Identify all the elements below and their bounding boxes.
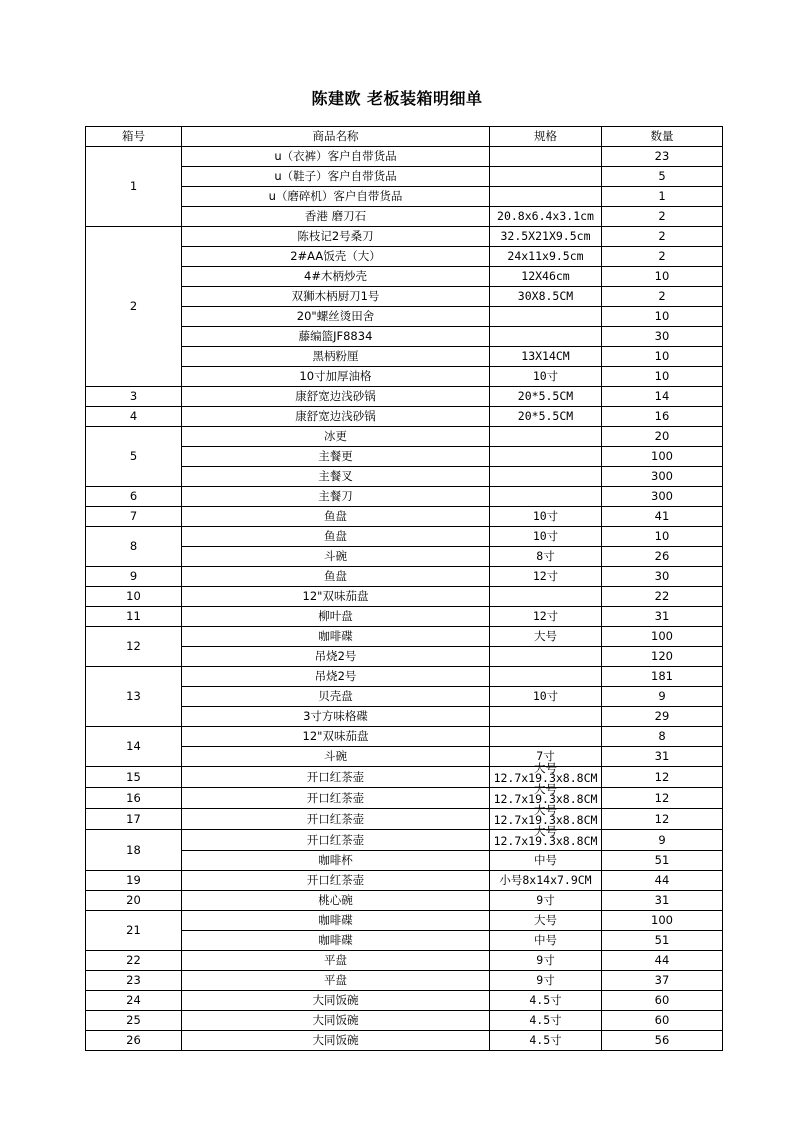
table-row [86, 367, 723, 387]
table-row [86, 647, 723, 667]
table-row [86, 667, 723, 687]
product-name-cell: 鱼盘 [182, 527, 490, 547]
product-name-cell: 陈枝记2号桑刀 [182, 227, 490, 247]
quantity-cell: 12 [602, 809, 723, 830]
product-name-cell: 大同饭碗 [182, 991, 490, 1011]
quantity-cell: 10 [602, 347, 723, 367]
table-row [86, 327, 723, 347]
box-number-cell: 26 [86, 1031, 182, 1051]
product-name-cell: 4#木柄炒壳 [182, 267, 490, 287]
table-row [86, 971, 723, 991]
product-name-cell: 咖啡碟 [182, 627, 490, 647]
spec-cell: 小号8x14x7.9CM [490, 871, 602, 891]
product-name-cell: 咖啡碟 [182, 931, 490, 951]
packing-list-table [85, 126, 723, 1051]
spec-dimensions: 12.7x19.3x8.8CM [493, 813, 598, 827]
spec-cell: 12X46cm [490, 267, 602, 287]
spec-cell: 13X14CM [490, 347, 602, 367]
box-number-cell: 4 [86, 407, 182, 427]
product-name-cell: 主餐更 [182, 447, 490, 467]
box-number-cell: 1 [86, 147, 182, 227]
table-row [86, 287, 723, 307]
box-number-cell: 13 [86, 667, 182, 727]
spec-cell: 中号 [490, 851, 602, 871]
box-number-cell: 12 [86, 627, 182, 667]
product-name-cell: 香港 磨刀石 [182, 207, 490, 227]
spec-size-label: 大号 [534, 761, 557, 775]
table-row [86, 187, 723, 207]
spec-cell: 10寸 [490, 367, 602, 387]
product-name-cell: 开口红茶壶 [182, 788, 490, 809]
table-row [86, 851, 723, 871]
quantity-cell: 2 [602, 207, 723, 227]
spec-cell: 24x11x9.5cm [490, 247, 602, 267]
table-row [86, 830, 723, 851]
product-name-cell: 康舒宽边浅砂锅 [182, 387, 490, 407]
quantity-cell: 23 [602, 147, 723, 167]
quantity-cell: 10 [602, 267, 723, 287]
spec-dimensions: 12.7x19.3x8.8CM [493, 792, 598, 806]
quantity-cell: 14 [602, 387, 723, 407]
spec-cell: 32.5X21X9.5cm [490, 227, 602, 247]
spec-cell [490, 707, 602, 727]
spec-cell: 4.5寸 [490, 991, 602, 1011]
table-body [86, 147, 723, 1051]
quantity-cell: 29 [602, 707, 723, 727]
document-title: 陈建欧 老板装箱明细单 [311, 89, 483, 108]
product-name-cell: 10寸加厚油格 [182, 367, 490, 387]
spec-dimensions: 12.7x19.3x8.8CM [493, 771, 598, 785]
table-row [86, 387, 723, 407]
product-name-cell: 桃心碗 [182, 891, 490, 911]
box-number-cell: 6 [86, 487, 182, 507]
spec-cell [490, 327, 602, 347]
product-name-cell: 冰更 [182, 427, 490, 447]
product-name-cell: 吊烧2号 [182, 667, 490, 687]
box-number-cell: 16 [86, 788, 182, 809]
box-number-cell: 23 [86, 971, 182, 991]
product-name-cell: 2#AA饭壳（大） [182, 247, 490, 267]
table-row [86, 911, 723, 931]
table-row [86, 788, 723, 809]
quantity-cell: 9 [602, 687, 723, 707]
spec-cell [490, 307, 602, 327]
quantity-cell: 100 [602, 911, 723, 931]
box-number-cell: 17 [86, 809, 182, 830]
table-row [86, 567, 723, 587]
spec-cell: 9寸 [490, 971, 602, 991]
table-row [86, 267, 723, 287]
box-number-cell: 18 [86, 830, 182, 871]
product-name-cell: 12"双味茄盘 [182, 727, 490, 747]
spec-cell [490, 487, 602, 507]
spec-cell [490, 647, 602, 667]
spec-cell [490, 187, 602, 207]
box-number-cell: 15 [86, 767, 182, 788]
table-row [86, 1031, 723, 1051]
table-row [86, 487, 723, 507]
product-name-cell: 吊烧2号 [182, 647, 490, 667]
quantity-cell: 31 [602, 607, 723, 627]
box-number-cell: 25 [86, 1011, 182, 1031]
box-number-cell: 22 [86, 951, 182, 971]
table-row [86, 207, 723, 227]
table-row [86, 547, 723, 567]
table-row [86, 607, 723, 627]
box-number-cell: 8 [86, 527, 182, 567]
table-row [86, 347, 723, 367]
spec-cell: 12寸 [490, 607, 602, 627]
product-name-header: 商品名称 [182, 127, 490, 147]
spec-cell: 10寸 [490, 527, 602, 547]
quantity-cell: 2 [602, 247, 723, 267]
spec-cell: 12寸 [490, 567, 602, 587]
quantity-cell: 31 [602, 891, 723, 911]
quantity-cell: 300 [602, 467, 723, 487]
box-number-cell: 7 [86, 507, 182, 527]
spec-cell: 7寸 [490, 747, 602, 767]
quantity-cell: 51 [602, 851, 723, 871]
product-name-cell: 斗碗 [182, 747, 490, 767]
box-number-cell: 20 [86, 891, 182, 911]
spec-cell [490, 667, 602, 687]
box-number-cell: 11 [86, 607, 182, 627]
product-name-cell: 开口红茶壶 [182, 767, 490, 788]
quantity-cell: 16 [602, 407, 723, 427]
product-name-cell: 12"双味茄盘 [182, 587, 490, 607]
quantity-cell: 300 [602, 487, 723, 507]
table-row [86, 809, 723, 830]
product-name-cell: 开口红茶壶 [182, 809, 490, 830]
quantity-cell: 10 [602, 367, 723, 387]
table-row [86, 627, 723, 647]
table-row [86, 991, 723, 1011]
quantity-cell: 12 [602, 767, 723, 788]
table-row [86, 407, 723, 427]
spec-cell [490, 147, 602, 167]
quantity-cell: 31 [602, 747, 723, 767]
product-name-cell: u（磨碎机）客户自带货品 [182, 187, 490, 207]
table-row [86, 507, 723, 527]
table-row [86, 931, 723, 951]
spec-cell [490, 727, 602, 747]
product-name-cell: 鱼盘 [182, 567, 490, 587]
quantity-cell: 37 [602, 971, 723, 991]
box-number-cell: 21 [86, 911, 182, 951]
table-row [86, 871, 723, 891]
quantity-cell: 26 [602, 547, 723, 567]
box-number-cell: 14 [86, 727, 182, 767]
table-row [86, 891, 723, 911]
box-number-cell: 3 [86, 387, 182, 407]
table-row [86, 727, 723, 747]
product-name-cell: 大同饭碗 [182, 1011, 490, 1031]
quantity-cell: 120 [602, 647, 723, 667]
quantity-cell: 30 [602, 567, 723, 587]
table-row [86, 587, 723, 607]
spec-cell: 20*5.5CM [490, 387, 602, 407]
product-name-cell: u（衣裤）客户自带货品 [182, 147, 490, 167]
spec-size-label: 大号 [534, 803, 557, 817]
table-row [86, 447, 723, 467]
product-name-cell: 平盘 [182, 951, 490, 971]
quantity-cell: 12 [602, 788, 723, 809]
box-number-cell: 9 [86, 567, 182, 587]
box-number-cell: 10 [86, 587, 182, 607]
product-name-cell: 鱼盘 [182, 507, 490, 527]
quantity-cell: 51 [602, 931, 723, 951]
product-name-cell: 双狮木柄厨刀1号 [182, 287, 490, 307]
quantity-cell: 60 [602, 991, 723, 1011]
spec-cell: 大号 [490, 911, 602, 931]
quantity-cell: 1 [602, 187, 723, 207]
spec-cell: 大号 [490, 627, 602, 647]
table-row [86, 427, 723, 447]
spec-cell: 20.8x6.4x3.1cm [490, 207, 602, 227]
table-row [86, 227, 723, 247]
product-name-cell: 贝壳盘 [182, 687, 490, 707]
product-name-cell: 斗碗 [182, 547, 490, 567]
table-row [86, 167, 723, 187]
table-row [86, 767, 723, 788]
quantity-cell: 100 [602, 447, 723, 467]
quantity-cell: 56 [602, 1031, 723, 1051]
product-name-cell: 平盘 [182, 971, 490, 991]
table-row [86, 307, 723, 327]
spec-cell [490, 447, 602, 467]
quantity-cell: 100 [602, 627, 723, 647]
spec-cell: 4.5寸 [490, 1011, 602, 1031]
product-name-cell: 大同饭碗 [182, 1031, 490, 1051]
quantity-header: 数量 [602, 127, 723, 147]
table-row [86, 527, 723, 547]
quantity-cell: 44 [602, 951, 723, 971]
spec-cell: 9寸 [490, 951, 602, 971]
product-name-cell: u（鞋子）客户自带货品 [182, 167, 490, 187]
box-number-cell: 19 [86, 871, 182, 891]
product-name-cell: 开口红茶壶 [182, 830, 490, 851]
quantity-cell: 60 [602, 1011, 723, 1031]
product-name-cell: 黑柄粉厘 [182, 347, 490, 367]
spec-cell: 9寸 [490, 891, 602, 911]
spec-cell [490, 467, 602, 487]
box-number-cell: 2 [86, 227, 182, 387]
spec-cell: 10寸 [490, 687, 602, 707]
box-number-cell: 5 [86, 427, 182, 487]
product-name-cell: 20"螺丝烫田舍 [182, 307, 490, 327]
quantity-cell: 9 [602, 830, 723, 851]
product-name-cell: 康舒宽边浅砂锅 [182, 407, 490, 427]
spec-size-label: 大号 [534, 824, 557, 838]
quantity-cell: 22 [602, 587, 723, 607]
table-row [86, 687, 723, 707]
table-row [86, 247, 723, 267]
table-row [86, 147, 723, 167]
spec-cell [490, 587, 602, 607]
quantity-cell: 10 [602, 527, 723, 547]
spec-cell: 10寸 [490, 507, 602, 527]
table-header-row [86, 127, 723, 147]
quantity-cell: 2 [602, 287, 723, 307]
quantity-cell: 8 [602, 727, 723, 747]
spec-cell: 8寸 [490, 547, 602, 567]
product-name-cell: 3寸方味格碟 [182, 707, 490, 727]
product-name-cell: 咖啡杯 [182, 851, 490, 871]
box-number-cell: 24 [86, 991, 182, 1011]
table-row [86, 1011, 723, 1031]
spec-cell: 20*5.5CM [490, 407, 602, 427]
quantity-cell: 41 [602, 507, 723, 527]
table-row [86, 467, 723, 487]
spec-cell: 30X8.5CM [490, 287, 602, 307]
spec-dimensions: 12.7x19.3x8.8CM [493, 834, 598, 848]
product-name-cell: 主餐叉 [182, 467, 490, 487]
spec-cell [490, 824, 602, 851]
spec-header: 规格 [490, 127, 602, 147]
spec-cell [490, 167, 602, 187]
product-name-cell: 咖啡碟 [182, 911, 490, 931]
spec-cell: 中号 [490, 931, 602, 951]
table-row [86, 747, 723, 767]
product-name-cell: 藤编篮JF8834 [182, 327, 490, 347]
quantity-cell: 44 [602, 871, 723, 891]
quantity-cell: 2 [602, 227, 723, 247]
product-name-cell: 开口红茶壶 [182, 871, 490, 891]
quantity-cell: 20 [602, 427, 723, 447]
quantity-cell: 10 [602, 307, 723, 327]
product-name-cell: 主餐刀 [182, 487, 490, 507]
box-number-header: 箱号 [86, 127, 182, 147]
table-row [86, 707, 723, 727]
spec-cell: 4.5寸 [490, 1031, 602, 1051]
quantity-cell: 30 [602, 327, 723, 347]
table-row [86, 951, 723, 971]
quantity-cell: 5 [602, 167, 723, 187]
spec-cell [490, 427, 602, 447]
product-name-cell: 柳叶盘 [182, 607, 490, 627]
quantity-cell: 181 [602, 667, 723, 687]
spec-size-label: 大号 [534, 782, 557, 796]
